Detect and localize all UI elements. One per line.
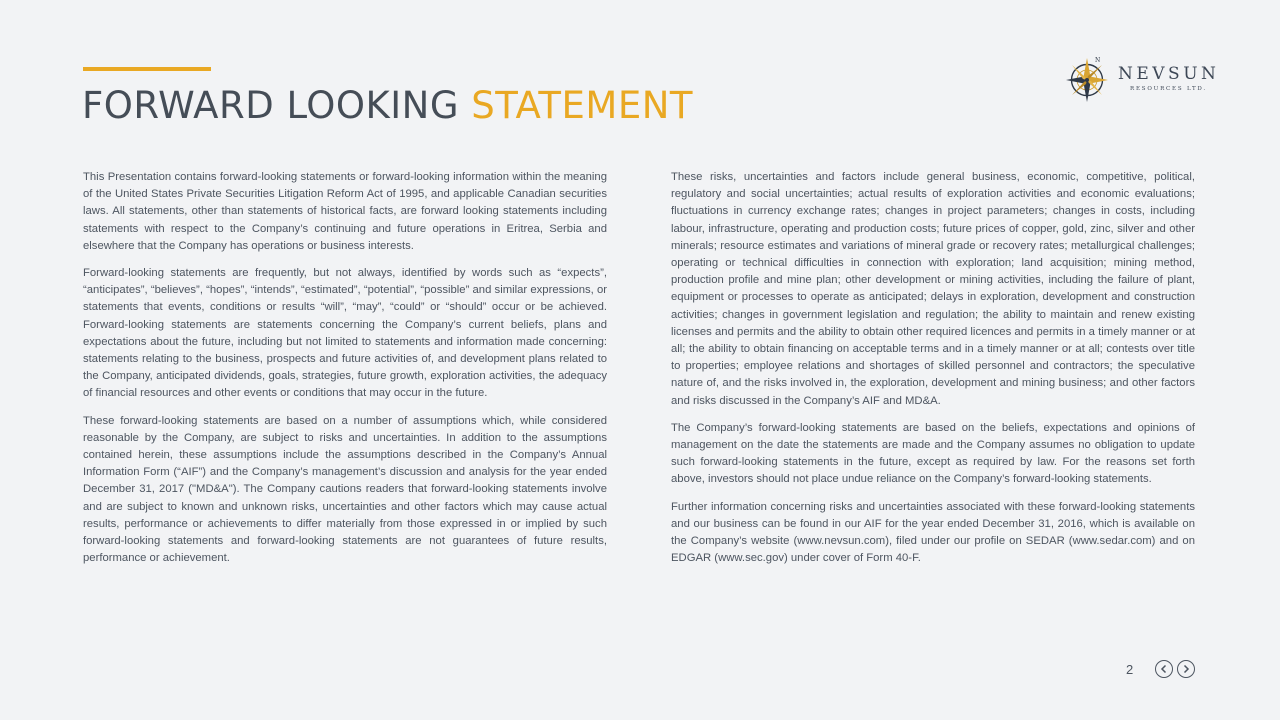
paragraph: The Company’s forward-looking statements are based on the beliefs, expectations and opinions of management on the date the statements are made and the Company assumes no obligation to update such forward-looking statements in the future, except as required by law. For the reasons set forth above, investors should not place undue reliance on the Company’s forward-looking statements. [671, 421, 1195, 486]
paragraph: Further information concerning risks and uncertainties associated with these forward-looking statements and our business can be found in our AIF for the year ended December 31, 2016, which is available on the Company’s website (www.nevsun.com), filed under our profile on SEDAR (www.sedar.com) and on EDGAR (www.sec.gov) under cover of Form 40-F. [671, 500, 1195, 565]
paragraph: These risks, uncertainties and factors include general business, economic, competitive, political, regulatory and social uncertainties; actual results of exploration activities and economic evaluations; fluctuations in currency exchange rates; changes in project parameters; changes in costs, including labour, infrastructure, operating and production costs; future prices of copper, gold, zinc, silver and other minerals; resource estimates and variations of mineral grade or recovery rates; metallurgical challenges; operating or technical difficulties in connection with exploration; land acquisition; mining method, production profile and mine plan; other development or mining activities, including the failure of plant, equipment or processes to operate as anticipated; delays in exploration, development and construction activities; changes in government legislation and regulation; the ability to maintain and renew existing licenses and permits and the ability to obtain other required licences and permits in a timely manner or at all; the ability to obtain financing on acceptable terms and in a timely manner or at all; contests over title to properties; employee relations and shortages of skilled personnel and contractors; the speculative nature of, and the risks involved in, the exploration, development and mining business; and other factors and risks discussed in the Company’s AIF and MD&A. [671, 171, 1195, 407]
page-number: 2 [1126, 662, 1134, 677]
logo-brand-name: NEVSUN [1118, 64, 1220, 84]
right-column [671, 169, 1195, 577]
page-title [82, 84, 693, 128]
paragraph: Forward-looking statements are frequently, but not always, identified by words such as “expects”, “anticipates”, “believes”, “hopes”, “intends”, “estimated”, “potential”, “possible” and similar expressions, or statements that events, conditions or results “will”, “may”, “could” or “should” occur or be achieved. Forward-looking statements are statements concerning the Company’s current beliefs, plans and expectations about the future, including but not limited to statements and information made concerning: statements relating to the business, prospects and future activities of, and development plans related to the Company, anticipated dividends, goals, strategies, future growth, exploration activities, the adequacy of financial resources and other events or conditions that may occur in the future. [83, 267, 607, 400]
left-column [83, 169, 607, 577]
logo-subtitle: RESOURCES LTD. [1130, 86, 1207, 92]
paragraph: This Presentation contains forward-looking statements or forward-looking information within the meaning of the United States Private Securities Litigation Reform Act of 1995, and applicable Canadian securities laws. All statements, other than statements of historical facts, are forward looking statements including statements with respect to the Company’s continuing and future operations in Eritrea, Serbia and elsewhere that the Company has operations or business interests. [83, 171, 607, 252]
compass-rose-icon [1066, 54, 1112, 104]
company-logo [1066, 54, 1226, 104]
title-main: FORWARD LOOKING [82, 84, 460, 127]
chevron-right-icon [1181, 664, 1191, 674]
svg-text:N: N [1095, 57, 1101, 64]
next-slide-button[interactable] [1177, 660, 1195, 678]
paragraph: These forward-looking statements are based on a number of assumptions which, while considered reasonable by the Company, are subject to risks and uncertainties. In addition to the assumptions contained herein, these assumptions include the assumptions described in the Company’s Annual Information Form (“AIF”) and the Company’s management’s discussion and analysis for the year ended December 31, 2017 ("MD&A"). The Company cautions readers that forward-looking statements involve and are subject to known and unknown risks, uncertainties and other factors which may cause actual results, performance or achievements to differ materially from those expressed in or implied by such forward-looking statements and forward-looking statements are not guarantees of future results, performance or achievement. [83, 414, 607, 565]
title-accent-bar [83, 67, 211, 71]
previous-slide-button[interactable] [1155, 660, 1173, 678]
title-highlight: STATEMENT [471, 84, 693, 127]
chevron-left-icon [1159, 664, 1169, 674]
